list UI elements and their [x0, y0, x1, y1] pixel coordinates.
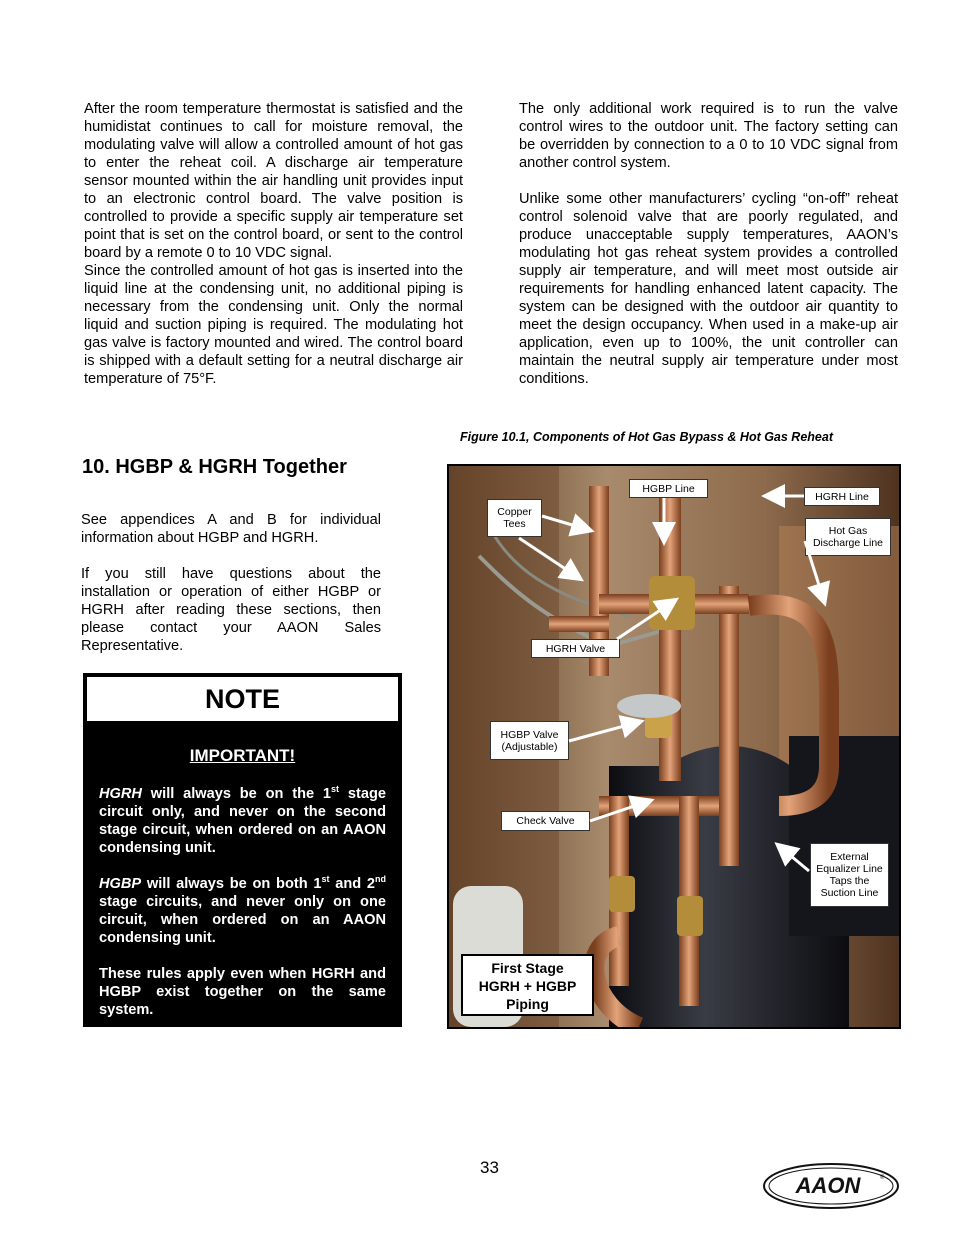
aaon-logo: [762, 1162, 900, 1210]
figure-caption: Figure 10.1, Components of Hot Gas Bypass & Hot Gas Reheat: [460, 430, 833, 444]
section-paragraph-1: See appendices A and B for individual information about HGBP and HGRH.: [81, 512, 381, 546]
label-hgbp-line: HGBP Line: [629, 479, 708, 498]
section-title: 10. HGBP & HGRH Together: [82, 456, 347, 478]
stage-label-box: [461, 954, 594, 1016]
note-rule-hgrh: HGRH will always be on the 1st stage circuit only, and never on the second stage circuit, when ordered on an AAON condensing unit.: [99, 784, 386, 856]
left-column: [84, 100, 463, 388]
label-check-valve: Check Valve: [501, 811, 590, 831]
left-paragraph-1: After the room temperature thermostat is satisfied and the humidistat continues to call for moisture removal, the modulating valve will allow a controlled amount of hot gas to enter the reheat coil. A discharge air temperature sensor mounted within the air handling unit provides input to an electronic control board. The valve position is controlled to provide a specific supply air temperature set point that is set on the control board, or sent to the control board by a remote 0 to 10 VDC signal.: [84, 101, 463, 261]
label-copper-tees: Copper Tees: [487, 499, 542, 537]
note-body: [99, 747, 386, 1019]
right-paragraph-1: The only additional work required is to run the valve control wires to the outdoor unit. The factory setting can be overridden by connection to a 0 to 10 VDC signal from another control system.: [519, 101, 898, 171]
hgbp-term: HGBP: [99, 876, 142, 892]
hgrh-term: HGRH: [99, 786, 142, 802]
label-external-equalizer: External Equalizer Line Taps the Suction Line: [810, 843, 889, 907]
logo-wordmark: AAON: [795, 1173, 861, 1198]
stage-line-2: HGRH + HGBP: [478, 978, 577, 994]
page-number: 33: [480, 1158, 499, 1177]
label-hot-gas-discharge: Hot Gas Discharge Line: [805, 518, 891, 556]
note-box: [83, 673, 402, 1027]
section-intro: [81, 511, 381, 655]
right-column: [519, 100, 898, 388]
label-hgrh-valve: HGRH Valve: [531, 639, 620, 658]
label-hgrh-line: HGRH Line: [804, 487, 880, 506]
stage-line-1: First Stage: [491, 960, 564, 976]
left-paragraph-2: Since the controlled amount of hot gas is inserted into the liquid line at the condensing unit, no additional piping is necessary from the condensing unit. Only the normal liquid and suction piping is required. The modulating hot gas valve is factory mounted and wired. The control board is shipped with a default setting for a neutral discharge air temperature of 75°F.: [84, 263, 463, 387]
svg-text:®: ®: [880, 1175, 885, 1181]
label-hgbp-valve: HGBP Valve (Adjustable): [490, 721, 569, 760]
important-heading: IMPORTANT!: [189, 746, 296, 765]
note-title: NOTE: [87, 677, 398, 721]
stage-line-3: Piping: [506, 996, 549, 1012]
right-paragraph-2: Unlike some other manufacturers’ cycling “on-off” reheat control solenoid valve that are poorly regulated, and produce unacceptable supply temperatures, AAON’s modulating hot gas reheat system provides a controlled supply air temperature, and will meet most outside air requirements for handling enhanced latent capacity. The system can be designed with the outdoor air quantity to meet the design occupancy. When used in a make-up air application, even up to 100%, the unit controller can maintain the neutral supply air temperature under most conditions.: [519, 191, 898, 387]
figure-photo: [447, 464, 901, 1029]
note-rule-hgbp: HGBP will always be on both 1st and 2nd stage circuits, and never only on one circuit, when ordered on an AAON condensing unit.: [99, 874, 387, 946]
note-rule-together: These rules apply even when HGRH and HGBP exist together on the same system.: [99, 966, 386, 1018]
section-paragraph-2: If you still have questions about the installation or operation of either HGBP or HGRH after reading these sections, then please contact your AAON Sales Representative.: [81, 566, 381, 654]
